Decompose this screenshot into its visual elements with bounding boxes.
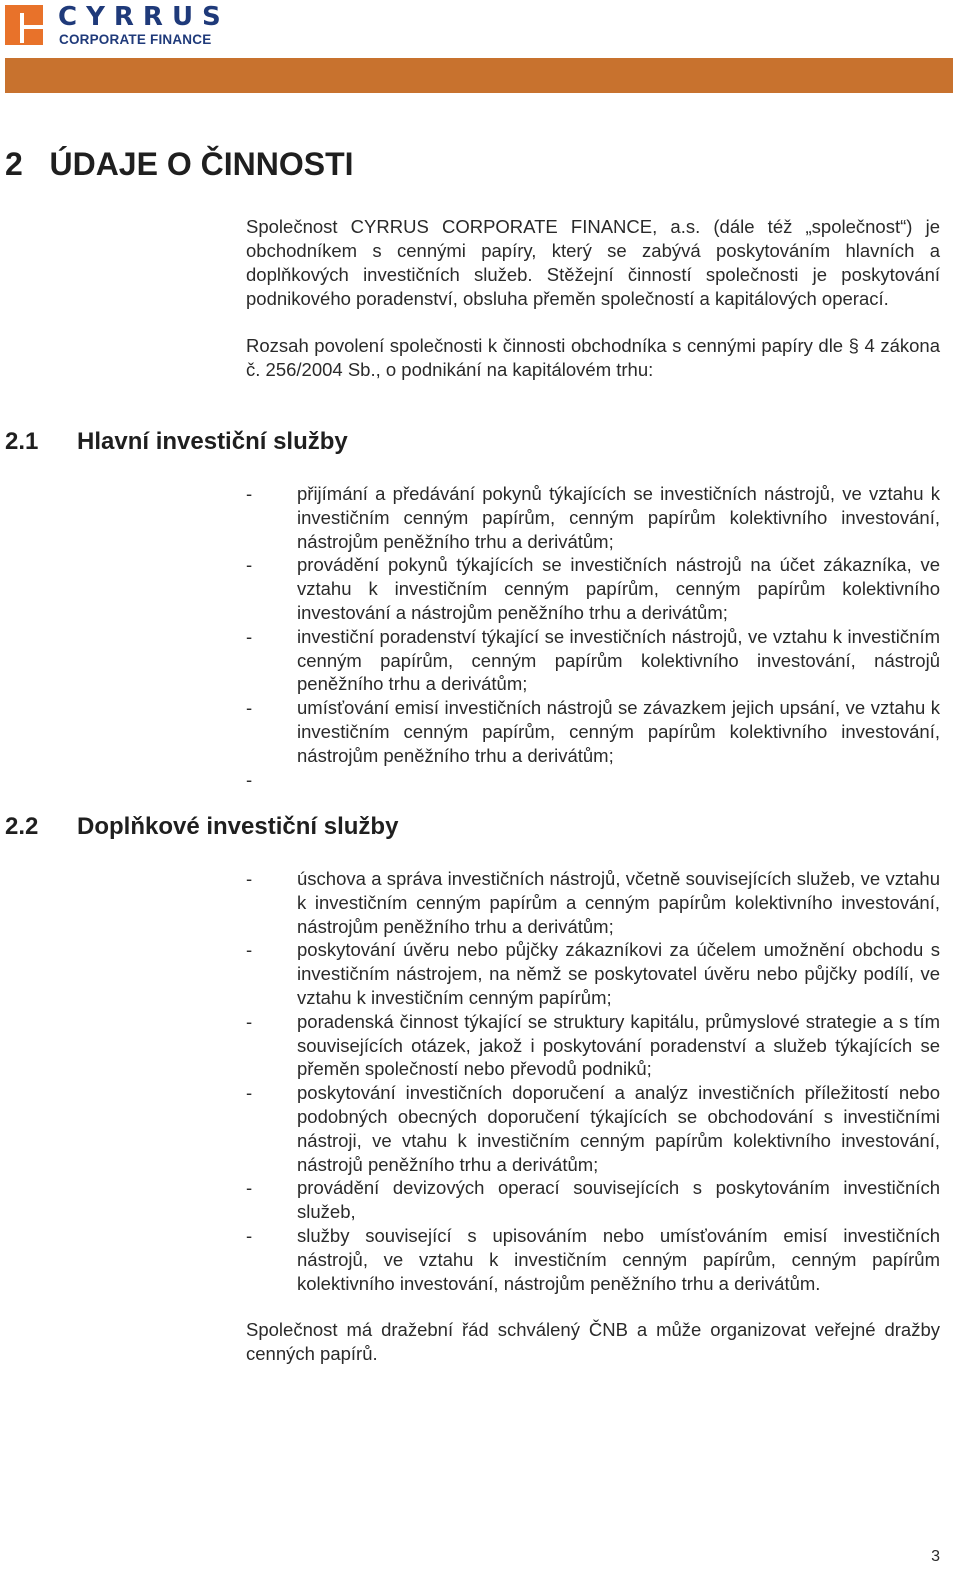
license-paragraph: Rozsah povolení společnosti k činnosti obchodníka s cennými papíry dle § 4 zákona č. 256/2004 Sb., o podnikání na kapitálovém trhu: [246,335,940,380]
logo-name: CYRRUS [58,2,230,32]
section-title [5,146,354,183]
subsection-heading-main [5,428,348,456]
list-item: - přijímání a předávání pokynů týkajících se investičních nástrojů, ve vztahu k investičním cenným papírům, cenným papírům kolektivního investování, nástrojům peněžního trhu a derivátům; [246,483,940,552]
list-item: - provádění devizových operací souvisejících s poskytováním investičních služeb, [246,1177,940,1223]
list-item: - provádění pokynů týkajících se investičních nástrojů na účet zákazníka, ve vztahu k investičním cenným papírům, cenným papírům kolektivního investování a nástrojům peněžního trhu a derivátům; [246,554,940,623]
page-header [0,0,960,95]
additional-services-list [246,867,940,1295]
list-item: - umísťování emisí investičních nástrojů se závazkem jejich upsání, ve vztahu k investičním cenným papírům, cenným papírům kolektivního investování, nástrojům peněžního trhu a derivátům; [246,697,940,766]
main-services-list [246,482,940,791]
list-item: - poskytování úvěru nebo půjčky zákazníkovi za účelem umožnění obchodu s investičním nástrojem, na němž se poskytovatel úvěru nebo půjčky podílí, ve vztahu k investičním cenným papírům; [246,939,940,1008]
header-bar [5,58,953,93]
subsection-title: Hlavní investiční služby [77,428,348,455]
list-item: - [246,768,253,790]
logo-subtitle: CORPORATE FINANCE [59,32,212,47]
subsection-number: 2.1 [5,428,39,455]
subsection-heading-additional [5,813,398,841]
list-item: - úschova a správa investičních nástrojů, včetně souvisejících služeb, ve vztahu k investičním cenným papírům a cenným papírům kolektivního investování, nástrojům peněžního trhu a derivátům; [246,868,940,937]
logo-mark-icon [5,5,43,45]
section-title-text: ÚDAJE O ČINNOSTI [49,146,354,182]
subsection-title: Doplňkové investiční služby [77,813,399,840]
closing-paragraph: Společnost má dražební řád schválený ČNB a může organizovat veřejné dražby cenných papírů. [246,1319,940,1364]
section-number: 2 [5,146,23,182]
list-item: - poradenská činnost týkající se struktury kapitálu, průmyslové strategie a s tím souvisejících otázek, jakož i poskytování poradenství a služeb týkajících se přeměn společností nebo převodů podniků; [246,1010,940,1080]
list-item: - služby související s upisováním nebo umísťováním emisí investičních nástrojů, ve vztahu k investičním cenným papírům, cenným papírům kolektivního investování, nástrojům peněžního trhu a derivátům. [246,1224,940,1294]
page-number: 3 [931,1548,940,1565]
list-item: - poskytování investičních doporučení a analýz investičních příležitostí nebo podobných obecných doporučení týkajících se obchodování s investičními nástroji, ve vtahu k investičním cenným papírům kolektivního investování, nástrojů peněžního trhu a derivátům; [246,1082,940,1175]
intro-paragraph: Společnost CYRRUS CORPORATE FINANCE, a.s. (dále též „společnost“) je obchodníkem s cennými papíry, který se zabývá poskytováním hlavních a doplňkových investičních služeb. Stěžejní činností společnosti je poskytování podnikového poradenství, obsluha přeměn společností a kapitálových operací. [246,216,940,309]
subsection-number: 2.2 [5,813,39,840]
list-item: - investiční poradenství týkající se investičních nástrojů, ve vztahu k investičním cenným papírům, cenným papírům kolektivního investování, nástrojů peněžního trhu a derivátům; [246,625,940,695]
